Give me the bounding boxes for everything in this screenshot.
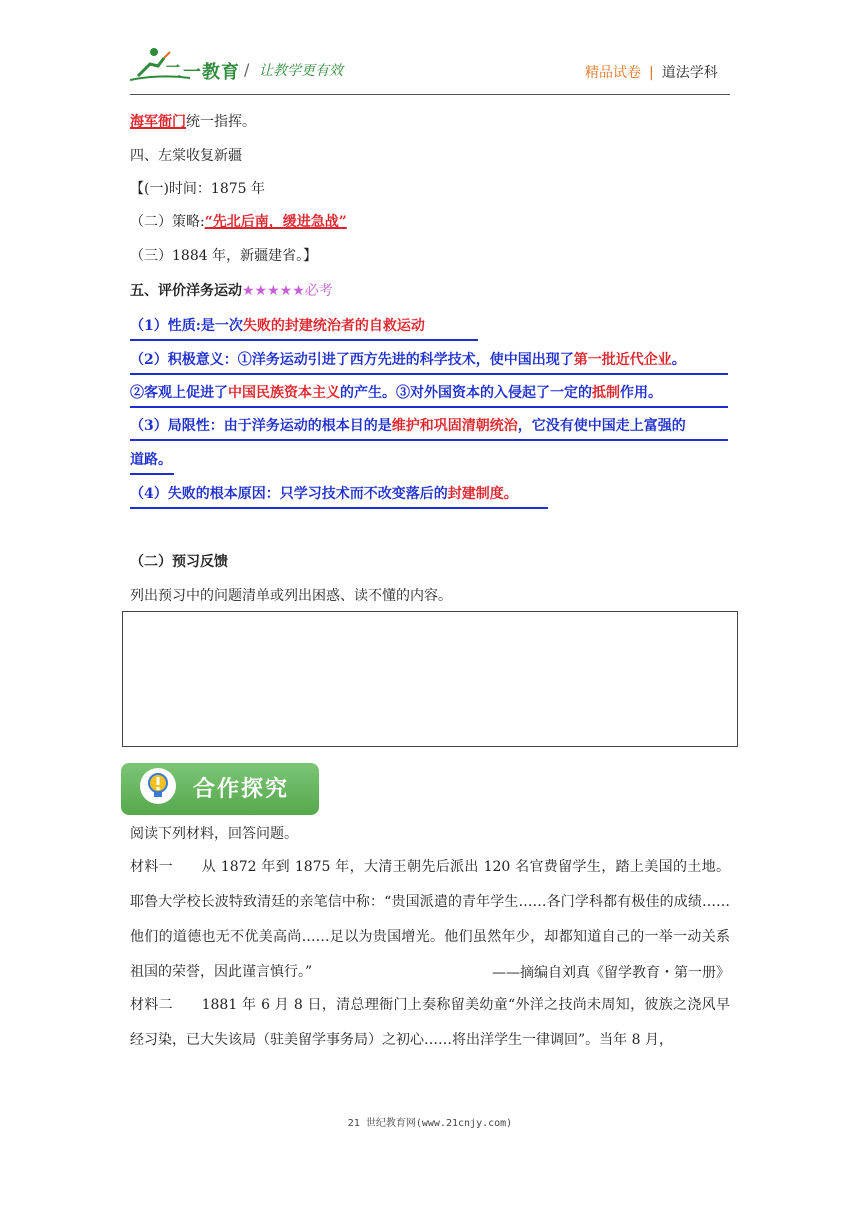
material-one-source: ——摘编自刘真《留学教育・第一册》 [492,965,730,981]
eval-positive-text: （2）积极意义：①洋务运动引进了西方先进的科学技术，使中国出现了 [130,352,574,368]
strategy-highlight: “先北后南，缓进急战” [204,214,347,230]
eval-positive2-capitalism: 中国民族资本主义 [228,385,340,401]
eval-nature [130,316,478,341]
must-test-stars: ★★★★★必考 [242,283,333,299]
eval-nature-label: （1）性质:是一次 [130,318,243,334]
eval-limitation-end [130,450,174,475]
eval-failure [130,484,548,509]
section4-title: 四、左棠收复新疆 [130,148,242,164]
eval-positive-2 [130,383,728,408]
brand-name: 二一教育 [164,62,240,83]
strategy-label: （二）策略: [130,214,205,230]
note-text: 统一指挥。 [186,114,256,130]
section5-title: 五、评价洋务运动 [130,283,242,299]
eval-limitation-road: 道路。 [130,452,172,468]
section4-item-province: （三）1884 年，新疆建省。】 [130,248,318,264]
eval-positive2-a: ②客观上促进了 [130,385,228,401]
eval-nature-highlight: 失败的封建统治者的自救运动 [242,318,425,334]
eval-positive2-resist: 抵制 [592,385,620,401]
section4-item-time: 【(一)时间：1875 年 [130,181,266,197]
eval-failure-highlight: 封建制度。 [447,486,518,502]
eval-failure-a: （4）失败的根本原因：只学习技术而不改变落后的 [130,486,448,502]
eval-limitation-highlight: 维护和巩固清朝统治 [391,418,518,434]
reading-intro: 阅读下列材料，回答问题。 [130,826,298,842]
material-one: 材料一 从 1872 年到 1875 年，大清王朝先后派出 120 名官费留学生，踏上美国的土地。耶鲁大学校长波特致清廷的亲笔信中称：“贵国派遣的青年学生……各门学科都有极佳的成绩……他们的道德也无不优美高尚……足以为贵国增光。他们虽然年少，却都知道自己的一举一动关系祖国的荣誉，因此谨言慎行。” [130,859,730,980]
header-slash: / [244,60,250,79]
preview-instruction: 列出预习中的问题清单或列出困惑、读不懂的内容。 [130,588,452,604]
section5-heading [130,281,333,301]
eval-positive [130,350,728,375]
slogan: 让教学更有效 [259,63,343,79]
note-line-1 [130,112,256,132]
preview-title: （二）预习反馈 [130,554,228,570]
eval-positive2-e: 作用。 [620,385,662,401]
header-separator: | [649,65,654,81]
section4-item-strategy [130,212,347,232]
header-subject: 道法学科 [661,65,718,81]
eval-positive2-c: 的产生。③对外国资本的入侵起了一定的 [340,385,592,401]
cooperate-title: 合作探究 [193,777,290,802]
lightbulb-icon [146,772,170,800]
header-category: 精品试卷 [585,65,641,81]
footer-site: 21 世纪教育网(www.21cnjy.com) [347,1118,513,1129]
material-two: 材料二 1881 年 6 月 8 日，清总理衙门上奏称留美幼童“外洋之技尚未周知，彼族之浇风早经习染，已大失该局（驻美留学事务局）之初心……将出洋学生一律调回”。当年 8 月， [130,997,730,1048]
eval-limitation [130,416,728,441]
highlight-navy-yamen: 海军衙门 [130,114,186,130]
header-right [585,62,718,82]
eval-positive-end: 。 [671,352,686,368]
eval-positive-highlight: 第一批近代企业 [573,352,672,368]
eval-limitation-c: ，它没有使中国走上富强的 [517,418,686,434]
header-divider [130,94,730,95]
eval-limitation-a: （3）局限性：由于洋务运动的根本目的是 [130,418,392,434]
answer-box[interactable] [122,611,738,747]
